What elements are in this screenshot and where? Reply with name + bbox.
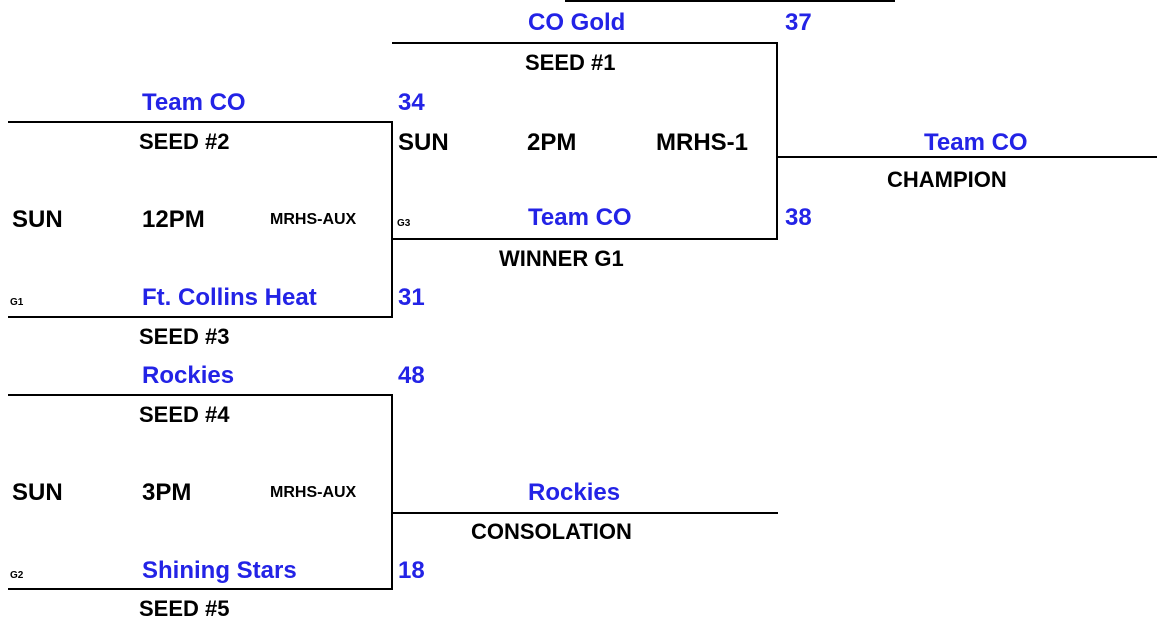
- bracket-line-g1-bottom: [8, 316, 393, 318]
- g3-game-id: G3: [397, 218, 411, 229]
- g1-top-seed: SEED #2: [139, 129, 230, 154]
- final-bottom-seed: WINNER G1: [499, 246, 624, 271]
- bracket-line-g2-bottom: [8, 588, 393, 590]
- g1-top-score: 34: [398, 89, 425, 116]
- g1-top-team: Team CO: [142, 89, 246, 116]
- bracket-line-g1-top: [8, 121, 392, 123]
- final-day: SUN: [398, 129, 449, 156]
- g2-top-team: Rockies: [142, 362, 235, 389]
- bracket-line-final-vertical: [776, 42, 778, 240]
- g2-time: 3PM: [142, 479, 192, 506]
- g2-top-score: 48: [398, 362, 425, 389]
- final-bottom-team: Team CO: [528, 204, 632, 231]
- g2-game-id: G2: [10, 570, 24, 581]
- bracket-line-g2-top: [8, 394, 392, 396]
- g1-bottom-seed: SEED #3: [139, 324, 230, 349]
- g2-bottom-team: Shining Stars: [142, 557, 297, 584]
- final-top-seed: SEED #1: [525, 50, 616, 75]
- g1-time: 12PM: [142, 206, 205, 233]
- g1-game-id: G1: [10, 297, 24, 308]
- final-top-team: CO Gold: [528, 9, 626, 36]
- g2-bottom-score: 18: [398, 557, 425, 584]
- bracket-line-champion: [778, 156, 1157, 158]
- bracket-line-top-header: [565, 0, 895, 2]
- consolation-label: CONSOLATION: [471, 519, 632, 544]
- bracket-line-g2-vertical: [391, 394, 393, 590]
- bracket-line-g1-vertical: [391, 121, 393, 318]
- g1-bottom-score: 31: [398, 284, 425, 311]
- final-top-score: 37: [785, 9, 812, 36]
- g2-day: SUN: [12, 479, 63, 506]
- g1-venue: MRHS-AUX: [270, 211, 357, 228]
- consolation-team: Rockies: [528, 479, 621, 506]
- champion-label: CHAMPION: [887, 167, 1007, 192]
- bracket-line-consolation: [392, 512, 778, 514]
- final-bottom-score: 38: [785, 204, 812, 231]
- g2-top-seed: SEED #4: [139, 402, 230, 427]
- g1-day: SUN: [12, 206, 63, 233]
- final-time: 2PM: [527, 129, 577, 156]
- g2-venue: MRHS-AUX: [270, 484, 357, 501]
- g1-bottom-team: Ft. Collins Heat: [142, 284, 317, 311]
- champion-team: Team CO: [924, 129, 1028, 156]
- g2-bottom-seed: SEED #5: [139, 596, 230, 621]
- bracket-line-final-top: [392, 42, 778, 44]
- final-venue: MRHS-1: [656, 129, 749, 156]
- bracket-line-final-bottom: [392, 238, 778, 240]
